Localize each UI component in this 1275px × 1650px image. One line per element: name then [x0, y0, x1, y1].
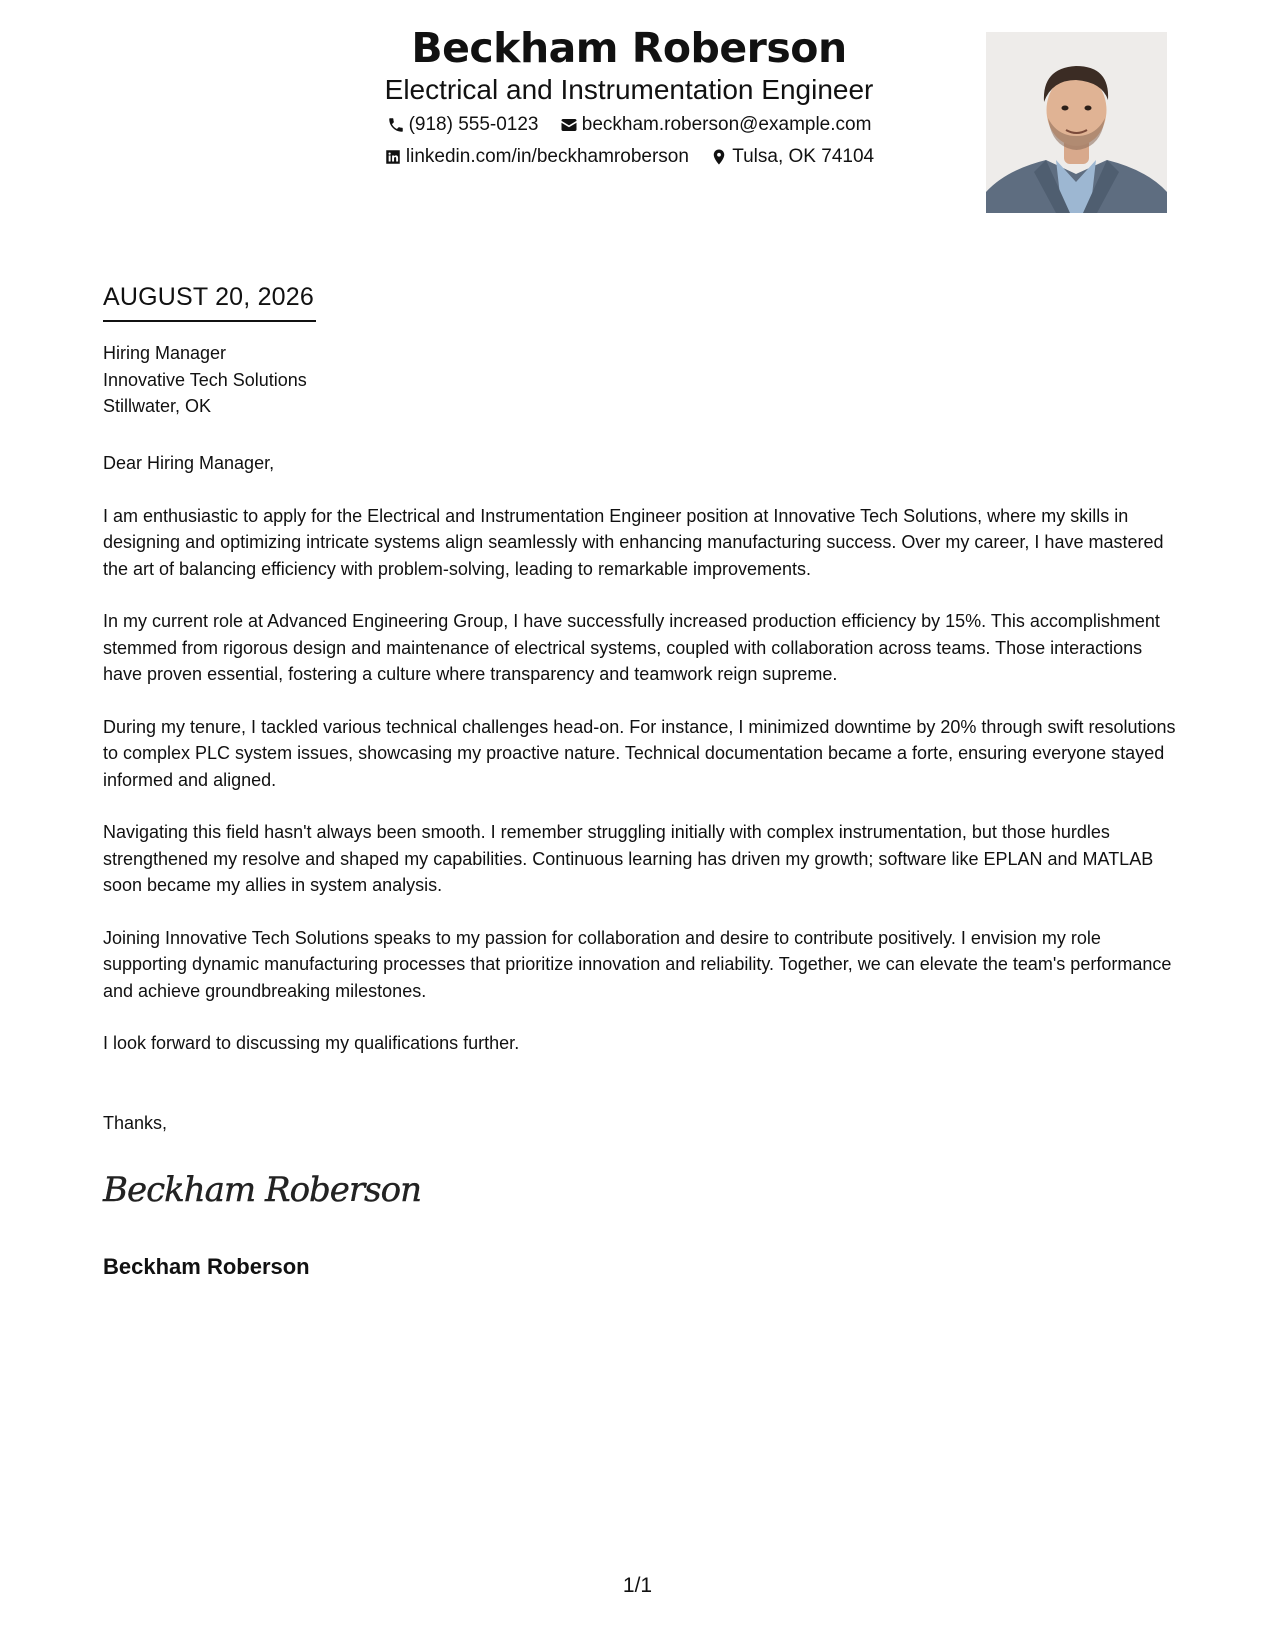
letter-date: AUGUST 20, 2026: [103, 280, 316, 322]
body-paragraph: During my tenure, I tackled various technical challenges head-on. For instance, I minimized downtime by 20% through swift resolutions to complex PLC system issues, showcasing my proactive nature. Technical documentation became a forte, ensuring everyone stayed informed and aligned.: [103, 716, 1176, 790]
phone-contact[interactable]: [387, 112, 539, 138]
map-pin-icon: [710, 148, 728, 166]
body-paragraph: Joining Innovative Tech Solutions speaks to my passion for collaboration and desire to contribute positively. I envision my role supporting dynamic manufacturing processes that prioritize innovation and reliability. Together, we can elevate the team's performance and achieve groundbreaking milestones.: [103, 927, 1172, 1001]
linkedin-icon: [384, 148, 402, 166]
recipient-line: Hiring Manager: [103, 343, 227, 363]
signer-name: Beckham Roberson: [103, 1254, 310, 1279]
body-paragraph: Navigating this field hasn't always been smooth. I remember struggling initially with complex instrumentation, but those hurdles strengthened my resolve and shaped my capabilities. Continuous learning has driven my growth; software like EPLAN and MATLAB soon became my allies in system analysis.: [103, 822, 1154, 895]
greeting: Dear Hiring Manager,: [103, 453, 275, 473]
letter-date-block: [103, 280, 316, 322]
closing: Thanks,: [103, 1113, 168, 1133]
body-paragraph: I look forward to discussing my qualifications further.: [103, 1033, 520, 1053]
recipient-line: Innovative Tech Solutions: [103, 369, 307, 390]
email-text: beckham.roberson@example.com: [581, 114, 872, 135]
location-contact: [710, 144, 874, 170]
page-number: 1/1: [622, 1574, 653, 1597]
applicant-name: Beckham Roberson: [411, 24, 847, 72]
body-paragraph: In my current role at Advanced Engineering Group, I have successfully increased production efficiency by 15%. This accomplishment stemmed from rigorous design and maintenance of electrical systems, coupled with collaboration across teams. Those interactions have proven essential, fostering a culture where transparency and teamwork reign supreme.: [103, 611, 1160, 684]
svg-text:Beckham Roberson: Beckham Roberson: [103, 1170, 421, 1210]
location-text: Tulsa, OK 74104: [732, 146, 875, 167]
linkedin-contact[interactable]: [384, 144, 689, 170]
envelope-icon: [560, 116, 578, 134]
linkedin-text: linkedin.com/in/beckhamroberson: [405, 146, 689, 167]
letter-header: [0, 0, 1275, 220]
recipient-address: [103, 340, 307, 420]
applicant-title: Electrical and Instrumentation Engineer: [384, 74, 874, 105]
profile-photo: [986, 32, 1167, 213]
email-contact[interactable]: [560, 112, 872, 138]
phone-icon: [387, 116, 405, 134]
body-paragraph: I am enthusiastic to apply for the Electrical and Instrumentation Engineer position at Innovative Tech Solutions, where my skills in designing and optimizing intricate systems align seamlessly with enhancing manufacturing success. Over my career, I have mastered the art of balancing efficiency with problem-solving, leading to remarkable improvements.: [103, 505, 1164, 579]
phone-text: (918) 555-0123: [408, 114, 539, 135]
recipient-line: Stillwater, OK: [103, 396, 212, 416]
handwritten-signature: [103, 1165, 421, 1215]
letter-body: [103, 450, 1178, 1083]
